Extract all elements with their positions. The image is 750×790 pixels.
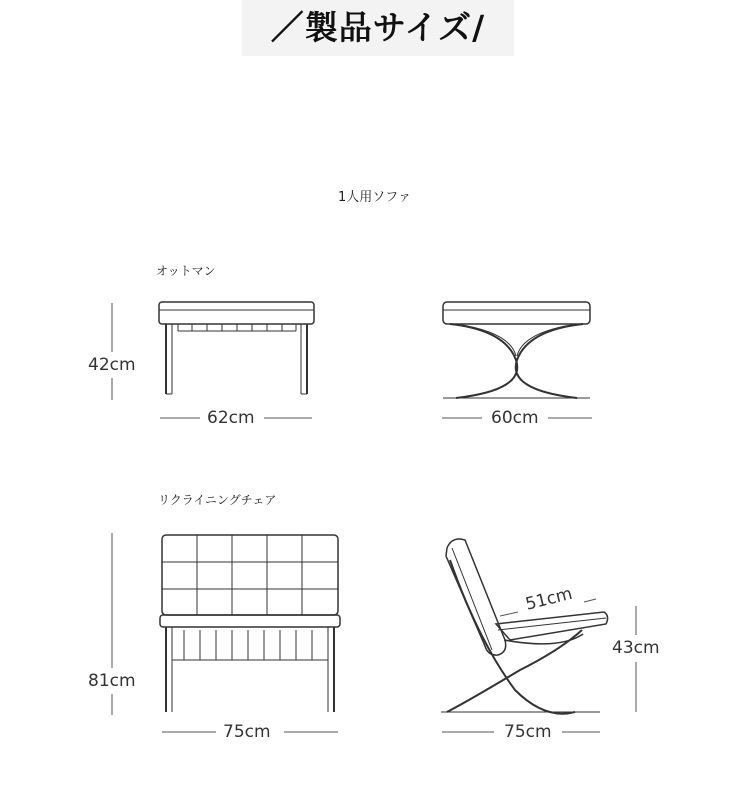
ottoman-height-label: 42cm xyxy=(84,355,140,375)
ottoman-label: オットマン xyxy=(156,264,216,278)
chair-width-label: 75cm xyxy=(219,722,275,742)
ottoman-front-view xyxy=(159,302,314,394)
chair-seat-height-label: 43cm xyxy=(608,638,664,658)
chair-label: リクライニングチェア xyxy=(158,493,277,507)
ottoman-depth-label: 60cm xyxy=(487,408,543,428)
ottoman-width-label: 62cm xyxy=(203,408,259,428)
product-title: 1人用ソファ xyxy=(338,190,412,205)
chair-seat-depth-label: 51cm xyxy=(520,583,579,616)
chair-depth-label: 75cm xyxy=(500,722,556,742)
page-title: ／製品サイズ/ xyxy=(270,8,486,47)
chair-side-view xyxy=(441,539,608,714)
chair-front-view xyxy=(160,535,340,712)
ottoman-side-view xyxy=(443,302,590,398)
chair-height-label: 81cm xyxy=(84,671,140,691)
